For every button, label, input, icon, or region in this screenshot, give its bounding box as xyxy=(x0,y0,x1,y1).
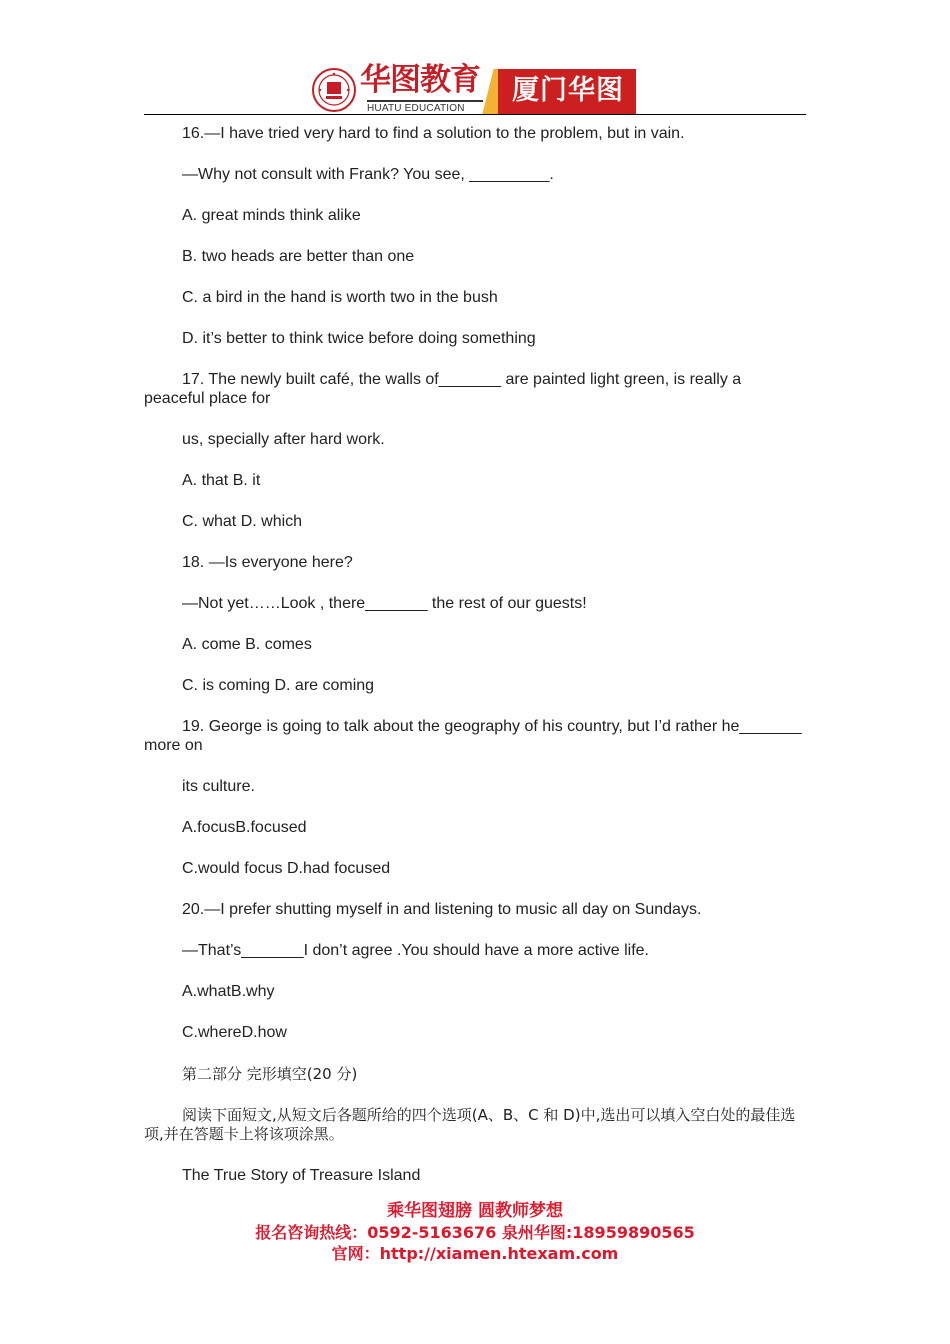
passage-title: The True Story of Treasure Island xyxy=(182,1167,421,1184)
question-16-option-d: D. it’s better to think twice before doing something xyxy=(182,330,536,347)
brand-underline xyxy=(367,100,483,102)
question-18: 18. —Is everyone here? xyxy=(182,554,353,571)
brand-name-cn: 华图教育 xyxy=(360,62,480,98)
question-16-option-a: A. great minds think alike xyxy=(182,207,361,224)
brand-name-en: HUATU EDUCATION xyxy=(367,103,465,114)
footer-website[interactable]: 官网：http://xiamen.htexam.com xyxy=(331,1244,619,1263)
question-17-options-cd: C. what D. which xyxy=(182,513,303,530)
section-title: 第二部分 完形填空(20 分) xyxy=(182,1065,358,1083)
question-20: 20.—I prefer shutting myself in and listening to music all day on Sundays. xyxy=(182,901,702,918)
question-20-options-ab: A.whatB.why xyxy=(182,983,275,1000)
question-19-continued: its culture. xyxy=(182,778,255,795)
question-18-options-ab: A. come B. comes xyxy=(182,636,312,653)
question-19: 19. George is going to talk about the geography of his country, but I’d rather he_______ more on xyxy=(144,718,802,754)
question-17-options-ab: A. that B. it xyxy=(182,472,261,489)
question-16-option-b: B. two heads are better than one xyxy=(182,248,415,265)
huatu-logo xyxy=(312,62,636,114)
footer-hotline: 报名咨询热线：0592-5163676 泉州华图:18959890565 xyxy=(255,1223,695,1242)
seal-icon xyxy=(312,68,356,112)
question-20-options-cd: C.whereD.how xyxy=(182,1024,287,1041)
question-16: 16.—I have tried very hard to find a solution to the problem, but in vain. xyxy=(182,125,685,142)
question-17-continued: us, specially after hard work. xyxy=(182,431,385,448)
question-18-options-cd: C. is coming D. are coming xyxy=(182,677,375,694)
question-17: 17. The newly built café, the walls of_______ are painted light green, is really a peaceful place for xyxy=(144,371,742,407)
header-divider xyxy=(144,114,806,115)
page-header xyxy=(144,62,806,116)
branch-name: 厦门华图 xyxy=(512,75,624,106)
question-19-options-ab: A.focusB.focused xyxy=(182,819,307,836)
question-20-reply: —That’s_______I don’t agree .You should have a more active life. xyxy=(182,942,649,959)
question-16-option-c: C. a bird in the hand is worth two in the bush xyxy=(182,289,498,306)
question-19-options-cd: C.would focus D.had focused xyxy=(182,860,391,877)
section-instructions: 阅读下面短文,从短文后各题所给的四个选项(A、B、C 和 D)中,选出可以填入空白处的最佳选项,并在答题卡上将该项涂黑。 xyxy=(144,1106,796,1143)
question-18-reply: —Not yet……Look , there_______ the rest of our guests! xyxy=(182,595,587,612)
footer-slogan: 乘华图翅膀 圆教师梦想 xyxy=(387,1201,563,1221)
question-16-reply: —Why not consult with Frank? You see, _________. xyxy=(182,166,554,183)
